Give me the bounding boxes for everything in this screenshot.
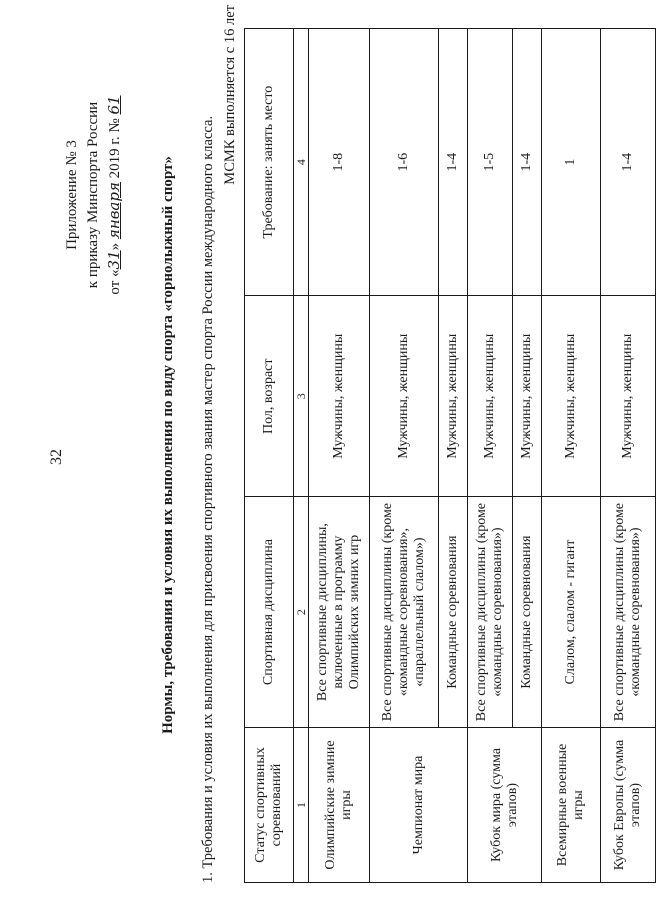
table-row <box>468 29 513 883</box>
table-row <box>542 29 601 883</box>
appendix-block <box>62 65 126 325</box>
col-number-4: 4 <box>294 29 309 296</box>
column-number-row <box>294 29 309 883</box>
page-number: 32 <box>48 449 65 465</box>
header-sex-age: Пол, возраст <box>245 296 294 497</box>
date-prefix: от « <box>107 269 123 295</box>
cell-discipline: Командные соревнования <box>439 497 468 728</box>
cell-place: 1-4 <box>439 29 468 296</box>
cell-discipline: Все спортивные дисциплины (кроме «командные соревнования», «параллельный слалом») <box>370 497 439 728</box>
cell-discipline: Все спортивные дисциплины, включенные в программу Олимпийских зимних игр <box>309 497 370 728</box>
appendix-order: к приказу Минспорта России <box>85 101 101 289</box>
date-month-handwritten: января <box>105 182 123 240</box>
date-day-handwritten: 31 <box>105 250 123 270</box>
date-year: 2019 г. № <box>107 118 123 179</box>
cell-place: 1-4 <box>601 29 656 296</box>
table-row <box>309 29 370 883</box>
table-row <box>601 29 656 883</box>
cell-status: Кубок мира (сумма этапов) <box>468 728 542 883</box>
norms-table <box>244 28 656 883</box>
cell-place: 1-8 <box>309 29 370 296</box>
table-row <box>370 29 439 883</box>
appendix-title: Приложение № 3 <box>64 140 80 250</box>
cell-sex-age: Мужчины, женщины <box>513 296 542 497</box>
cell-sex-age: Мужчины, женщины <box>468 296 513 497</box>
header-status: Статус спортивных соревнований <box>245 728 294 883</box>
cell-status: Всемирные военные игры <box>542 728 601 883</box>
date-mid: » <box>107 242 123 251</box>
cell-sex-age: Мужчины, женщины <box>542 296 601 497</box>
col-number-2: 2 <box>294 497 309 728</box>
cell-status: Чемпионат мира <box>370 728 468 883</box>
cell-status: Олимпийские зимние игры <box>309 728 370 883</box>
cell-discipline: Слалом, слалом - гигант <box>542 497 601 728</box>
cell-place: 1 <box>542 29 601 296</box>
header-requirement: Требование: занять место <box>245 29 294 296</box>
cell-place: 1-5 <box>468 29 513 296</box>
cell-sex-age: Мужчины, женщины <box>439 296 468 497</box>
cell-sex-age: Мужчины, женщины <box>370 296 439 497</box>
cell-place: 1-6 <box>370 29 439 296</box>
table-header-row <box>245 29 294 883</box>
header-discipline: Спортивная дисциплина <box>245 497 294 728</box>
cell-sex-age: Мужчины, женщины <box>309 296 370 497</box>
age-note: МСМК выполняется с 16 лет <box>222 5 238 185</box>
appendix-date-line <box>104 65 126 325</box>
col-number-1: 1 <box>294 728 309 883</box>
order-number-handwritten: 61 <box>105 95 123 115</box>
cell-discipline: Все спортивные дисциплины (кроме «командные соревнования») <box>468 497 513 728</box>
col-number-3: 3 <box>294 296 309 497</box>
cell-place: 1-4 <box>513 29 542 296</box>
cell-status: Кубок Европы (сумма этапов) <box>601 728 656 883</box>
cell-sex-age: Мужчины, женщины <box>601 296 656 497</box>
cell-discipline: Все спортивные дисциплины (кроме «командные соревнования») <box>601 497 656 728</box>
cell-discipline: Командные соревнования <box>513 497 542 728</box>
document-title: Нормы, требования и условия их выполнения по виду спорта «горнолыжный спорт» <box>160 156 176 734</box>
intro-paragraph: 1. Требования и условия их выполнения для присвоения спортивного звания мастер спорта России международного класса. <box>200 115 216 883</box>
